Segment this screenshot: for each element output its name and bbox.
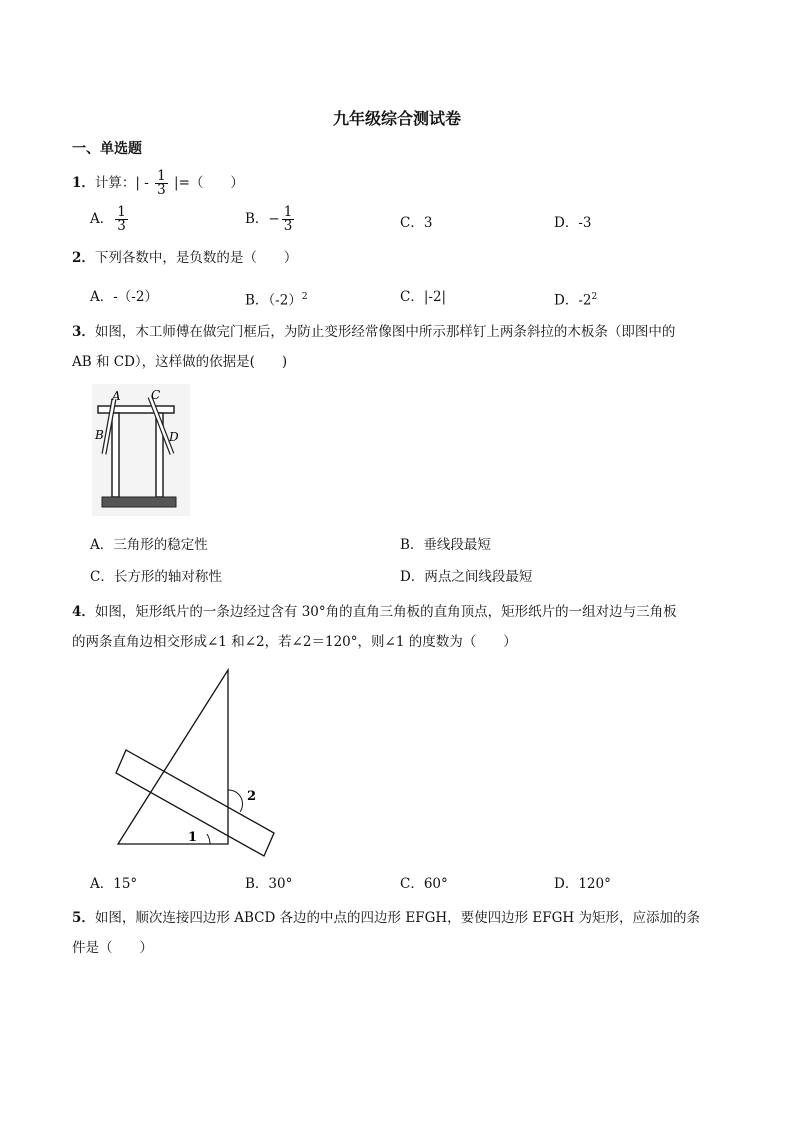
option-d: D．120°	[554, 876, 611, 892]
label-a: A	[112, 389, 121, 403]
minus-sign: -	[144, 175, 149, 191]
question-text: 计算：|	[94, 175, 140, 191]
door-frame-figure	[92, 384, 190, 516]
fraction-numerator: 1	[117, 204, 126, 220]
fraction	[115, 206, 128, 233]
question-5	[72, 903, 724, 963]
question-line-2: 的两条直角边相交形成∠1 和∠2，若∠2＝120°，则∠1 的度数为（ ）	[72, 634, 517, 650]
question-number: 4．	[72, 604, 95, 620]
angle-2-label: 2	[247, 789, 257, 804]
option-b	[245, 288, 308, 310]
question-tail: |=（ ）	[174, 175, 244, 191]
option-b: B．垂线段最短	[400, 537, 491, 553]
minus-sign: −	[268, 211, 280, 227]
question-1	[72, 170, 244, 197]
option-a: A．三角形的稳定性	[90, 537, 208, 553]
exponent: 2	[301, 292, 308, 302]
fraction-numerator: 1	[157, 168, 166, 184]
question-text: 如图，顺次连接四边形 ABCD 各边的中点的四边形 EFGH，要使四边形 EFGH 为矩形，应添加的条	[94, 910, 700, 926]
question-text: 下列各数中，是负数的是（ ）	[94, 250, 298, 266]
question-4	[72, 597, 724, 657]
triangle-ruler-figure	[100, 668, 280, 864]
question-number: 3．	[72, 324, 95, 340]
question-line-2: AB 和 CD），这样做的依据是( )	[72, 354, 288, 370]
option-label: B．	[245, 211, 269, 227]
label-b: B	[95, 428, 104, 442]
fraction-denominator: 3	[283, 218, 293, 234]
question-line-1	[72, 597, 724, 627]
option-a: A．15°	[90, 876, 138, 892]
option-c: C．长方形的轴对称性	[90, 569, 222, 585]
question-line-1	[72, 903, 724, 933]
option-c: C．60°	[400, 876, 448, 892]
option-a: A．-（-2）	[90, 289, 158, 305]
question-text: 如图，木工师傅在做完门框后，为防止变形经常像图中所示那样钉上两条斜拉的木板条（即图中的	[94, 324, 676, 340]
fraction	[155, 170, 168, 197]
question-number: 5．	[72, 910, 95, 926]
label-c: C	[151, 388, 161, 402]
option-d: D．-3	[554, 215, 592, 231]
question-number: 1．	[72, 175, 95, 191]
section-heading: 一、单选题	[72, 141, 142, 157]
question-line-2: 件是（ ）	[72, 940, 153, 956]
option-b: B．30°	[245, 876, 293, 892]
fraction-denominator: 3	[157, 182, 166, 198]
option-label: A．	[90, 211, 114, 227]
question-number: 2．	[72, 250, 95, 266]
fraction-numerator: 1	[283, 204, 293, 220]
question-text: 如图，矩形纸片的一条边经过含有 30°角的直角三角板的直角顶点，矩形纸片的一组对边与三角板	[94, 604, 677, 620]
option-b	[245, 206, 296, 233]
exponent: 2	[591, 292, 598, 302]
option-d: D．两点之间线段最短	[400, 569, 533, 585]
option-text: D．-2	[554, 292, 592, 309]
angle-1-label: 1	[188, 830, 198, 845]
option-a	[90, 206, 130, 233]
fraction-denominator: 3	[117, 218, 126, 234]
option-c: C．3	[400, 215, 433, 231]
question-line-1	[72, 317, 724, 347]
label-d: D	[169, 430, 179, 444]
question-2	[72, 249, 297, 267]
page-title: 九年级综合测试卷	[332, 109, 461, 128]
option-text: B．（-2）	[245, 292, 302, 309]
fraction	[282, 206, 295, 233]
option-d	[554, 288, 597, 310]
question-3	[72, 317, 724, 377]
option-c: C．|-2|	[400, 289, 447, 305]
